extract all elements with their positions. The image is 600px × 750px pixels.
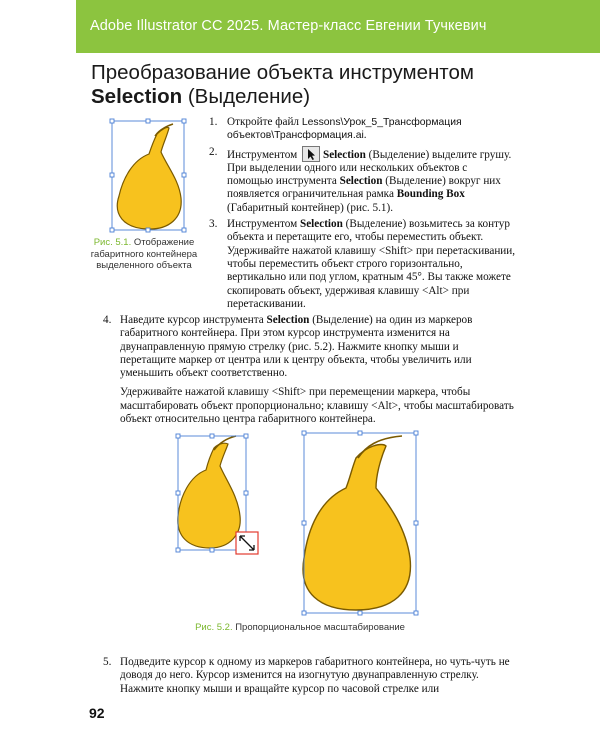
pear-small [178, 443, 240, 548]
steps-list-middle [103, 314, 517, 426]
title-bold-term: Selection [91, 85, 183, 108]
step-4: 4. Наведите курсор инструмента Selection (Выделение) на один из маркеров габаритного контейнера. При этом курсор инструмента изменится на двунаправленную прямую стрелку (рис. 5.2). Нажмите кнопку мыши и перетащите маркер от центра или к центру объекта, чтобы увеличить или уменьшить объект соответственно. [103, 314, 473, 380]
step-5: 5. Подведите курсор к одному из маркеров габаритного контейнера, но чуть-чуть не доводя до него. Курсор изменится на изогнутую двунаправленную стрелку. Нажмите кнопку мыши и вращайте курсор по часовой стрелке или [103, 656, 510, 695]
step-2: 2. Инструментом Selection (Выделение) выделите грушу. При выделении одного или нескольких объектов с помощью инструмента Selection (Выделение) вокруг них появляется ограничительная рамка Bounding Box (Габаритный контейнер) (рис. 5.1). [209, 145, 512, 214]
resize-cursor-icon [236, 532, 258, 554]
pear-shape [117, 127, 181, 229]
step-1: 1. Откройте файл Lessons\Урок_5_Трансформация объектов\Трансформация.ai. [209, 116, 462, 142]
steps-list-bottom [103, 656, 517, 699]
step-3: 3. Инструментом Selection (Выделение) возьмитесь за контур объекта и перетащите его, чтобы переместить объект. Удерживайте нажатой клавишу <Shift> при перетаскивании, чтобы переместить объект строго горизонтально, вертикально или под углом, кратным 45°. Вы также можете скопировать объект, удерживая клавишу <Alt> при перетаскивании. [209, 218, 516, 310]
steps-list-top [209, 116, 516, 314]
figure-5-2-caption: Рис. 5.2. Пропорциональное масштабирование [195, 622, 405, 633]
section-title: Преобразование объекта инструментом Selection (Выделение) [91, 61, 474, 108]
header-bar [76, 0, 600, 53]
figure-5-1-caption: Рис. 5.1. Отображение габаритного контейнера выделенного объекта [90, 237, 198, 271]
figure-5-2-scaling [170, 428, 440, 618]
pear-large [303, 445, 410, 611]
figure-5-1-pear [109, 118, 189, 233]
selection-tool-icon [302, 146, 320, 162]
header-text: Adobe Illustrator CC 2025. Мастер-класс Евгении Тучкевич [90, 18, 487, 34]
step-4-paragraph: Удерживайте нажатой клавишу <Shift> при перемещении маркера, чтобы масштабировать объект пропорционально; клавишу <Alt>, чтобы масштабировать объект относительно центра габаритного контейнера. [120, 386, 514, 426]
page-number: 92 [89, 705, 105, 721]
